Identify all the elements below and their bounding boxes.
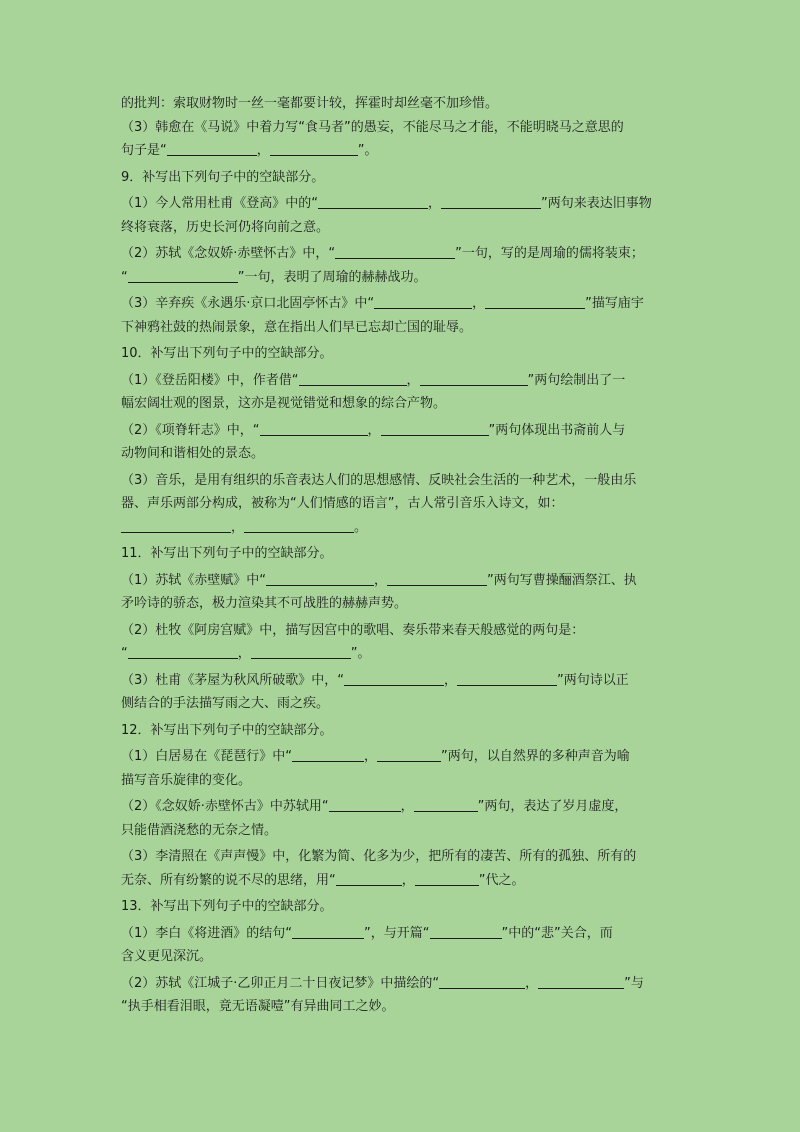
answer-blank[interactable] [387, 570, 487, 586]
answer-blank[interactable] [414, 796, 478, 812]
text: ， [428, 196, 442, 211]
text: ， [406, 372, 420, 388]
text-line [121, 92, 682, 116]
text-line [121, 116, 682, 140]
text: 的批判：索取财物时一丝一毫都要计较，挥霍时却丝毫不加珍惜。 [121, 96, 499, 111]
text: ”两句，以自然界的多种声音为喻 [441, 749, 630, 764]
answer-blank[interactable] [374, 293, 472, 309]
text: ”。 [357, 143, 378, 158]
text: （2）苏轼《念奴娇·赤壁怀古》中，“ [121, 246, 336, 261]
text: 动物间和谐相处的景态。 [121, 446, 265, 461]
answer-blank[interactable] [292, 923, 364, 939]
answer-blank[interactable] [420, 370, 528, 386]
text-line [121, 592, 682, 616]
answer-blank[interactable] [377, 746, 441, 762]
text-line [121, 845, 682, 869]
text-line [121, 369, 682, 393]
text-line [121, 745, 682, 769]
text: ， [444, 672, 458, 688]
text-line [121, 442, 682, 466]
answer-blank[interactable] [335, 243, 455, 259]
text: （3）音乐，是用有组织的乐音表达人们的思想感情、反映社会生活的一种艺术，一般由乐 [121, 472, 637, 488]
answer-blank[interactable] [121, 517, 231, 533]
answer-blank[interactable] [439, 973, 525, 989]
text-line [121, 922, 682, 946]
text-line [121, 972, 682, 996]
text: 描写音乐旋律的变化。 [121, 772, 252, 788]
text: （3）韩愈在《马说》中着力写“食马者”的愚妄，不能尽马之才能，不能明晓马之意思的 [121, 119, 624, 135]
text: ， [525, 975, 539, 991]
question-heading [121, 719, 682, 743]
text: ， [256, 143, 270, 158]
text-line [121, 769, 682, 793]
text: “ [121, 646, 128, 661]
text-line [121, 669, 682, 693]
text: （2）《项脊轩志》中，“ [121, 422, 260, 438]
question-heading [121, 342, 682, 366]
text-line [121, 692, 682, 716]
text: ”一句，写的是周瑜的儒将装束； [455, 246, 644, 261]
text: （2）杜牧《阿房宫赋》中，描写因宫中的歌唱、奏乐带来春天般感觉的两句是： [121, 622, 585, 638]
answer-blank[interactable] [485, 293, 585, 309]
text: 幅宏阔壮观的图景，这亦是视觉错觉和想象的综合产物。 [121, 396, 447, 411]
text: （2）《念奴娇·赤壁怀古》中苏轼用“ [121, 799, 329, 814]
question-heading [121, 166, 682, 190]
text: ”两句写曹操酾酒祭江、执 [487, 572, 637, 588]
answer-blank[interactable] [167, 140, 257, 156]
text: （3）辛弃疾《永遇乐·京口北固亭怀古》中“ [121, 296, 375, 311]
text: ”两句来表达旧事物 [541, 196, 652, 211]
text: （1）白居易在《琵琶行》中“ [121, 749, 293, 764]
text: 13．补写出下列句子中的空缺部分。 [121, 899, 333, 914]
answer-blank[interactable] [430, 923, 502, 939]
text-line [121, 819, 682, 843]
text: ， [367, 422, 381, 438]
text-line [121, 216, 682, 240]
text: （3）李清照在《声声慢》中，化繁为简、化多为少，把所有的凄苦、所有的孤独、所有的 [121, 849, 637, 864]
text: （1）今人常用杜甫《登高》中的“ [121, 196, 319, 211]
text-line [121, 569, 682, 593]
answer-blank[interactable] [251, 643, 351, 659]
text: 10．补写出下列句子中的空缺部分。 [121, 346, 333, 361]
answer-blank[interactable] [266, 570, 374, 586]
text: ”描写庙宇 [585, 296, 644, 311]
text-line [121, 516, 682, 540]
text-line [121, 139, 682, 163]
text: ”两句，表达了岁月虚度， [477, 799, 628, 814]
text: ， [231, 519, 245, 535]
text-line [121, 392, 682, 416]
answer-blank[interactable] [415, 870, 479, 886]
answer-blank[interactable] [441, 193, 541, 209]
text: 。 [354, 519, 368, 535]
text-line [121, 266, 682, 290]
text: （3）杜甫《茅屋为秋风所破歌》中，“ [121, 672, 345, 688]
answer-blank[interactable] [292, 746, 364, 762]
text-line [121, 869, 682, 893]
text-line [121, 492, 682, 516]
text: ”一句，表明了周瑜的赫赫战功。 [237, 269, 427, 285]
text-line [121, 642, 682, 666]
text: ， [364, 749, 378, 764]
text: 含义更见深沉。 [121, 949, 213, 964]
text-line [121, 795, 682, 819]
text: 侧结合的手法描写雨之大、雨之疾。 [121, 696, 330, 711]
text: （1）李白《将进酒》的结句“ [121, 925, 293, 941]
answer-blank[interactable] [336, 870, 402, 886]
text: ”两句体现出书斋前人与 [488, 422, 626, 438]
text: 只能借酒浇愁的无奈之情。 [121, 822, 278, 838]
text-line [121, 469, 682, 493]
answer-blank[interactable] [128, 643, 238, 659]
text: 句子是“ [121, 143, 167, 158]
answer-blank[interactable] [299, 370, 407, 386]
text-line [121, 995, 682, 1019]
text: ”，与开篇“ [364, 925, 430, 941]
question-heading [121, 895, 682, 919]
text: 矛吟诗的骄态，极力渲染其不可战胜的赫赫声势。 [121, 596, 408, 611]
text: （1）苏轼《赤壁赋》中“ [121, 572, 267, 588]
answer-blank[interactable] [381, 420, 489, 436]
answer-blank[interactable] [260, 420, 368, 436]
answer-blank[interactable] [318, 193, 428, 209]
text: 9．补写出下列句子中的空缺部分。 [121, 169, 325, 185]
text: （1）《登岳阳楼》中，作者借“ [121, 372, 299, 388]
answer-blank[interactable] [128, 267, 238, 283]
text: （2）苏轼《江城子·乙卯正月二十日夜记梦》中描绘的“ [121, 975, 440, 991]
text: 下神鸦社鼓的热闹景象，意在指出人们早已忘却亡国的耻辱。 [121, 319, 473, 335]
answer-blank[interactable] [244, 517, 354, 533]
answer-blank[interactable] [270, 140, 358, 156]
text: ”两句诗以正 [557, 672, 629, 688]
text: ”两句绘制出了一 [527, 372, 626, 388]
text: 无奈、所有纷繁的说不尽的思绪，用“ [121, 872, 336, 888]
text: ， [401, 872, 415, 888]
text: ， [400, 799, 414, 814]
text: 终将衰落，历史长河仍将向前之意。 [121, 219, 330, 235]
answer-blank[interactable] [538, 973, 624, 989]
text-line [121, 242, 682, 266]
text: ， [472, 296, 486, 311]
text-line [121, 945, 682, 969]
text-line [121, 619, 682, 643]
answer-blank[interactable] [329, 796, 401, 812]
text-line [121, 316, 682, 340]
text: ， [374, 572, 388, 588]
answer-blank[interactable] [344, 670, 444, 686]
question-heading [121, 542, 682, 566]
text: ”与 [624, 975, 644, 991]
text: 12．补写出下列句子中的空缺部分。 [121, 722, 333, 738]
text: ”。 [350, 646, 371, 661]
text: 11．补写出下列句子中的空缺部分。 [121, 546, 333, 561]
text: “ [121, 269, 128, 285]
text: ”代之。 [478, 872, 525, 888]
text: 器、声乐两部分构成，被称为“人们情感的语言”，古人常引音乐入诗文，如： [121, 496, 564, 511]
text-line [121, 192, 682, 216]
text: ， [237, 646, 251, 661]
text: ”中的“悲”关合，而 [501, 925, 613, 941]
text-line [121, 419, 682, 443]
answer-blank[interactable] [457, 670, 557, 686]
text: “执手相看泪眼，竟无语凝噎”有异曲同工之妙。 [121, 999, 395, 1014]
text-line [121, 292, 682, 316]
